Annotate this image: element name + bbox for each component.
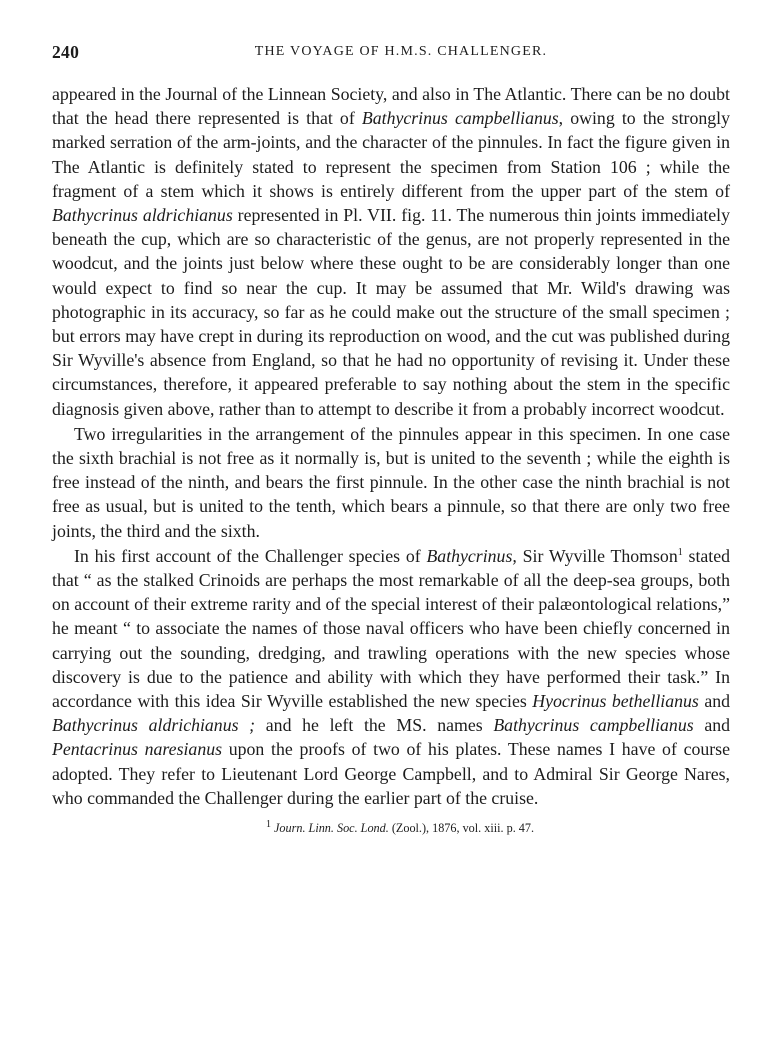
page-header (52, 42, 730, 66)
paragraph-3-text-a: In his first account of the Challenger species of (74, 545, 427, 566)
body-text (52, 82, 730, 810)
book-page (52, 42, 730, 836)
species-name: Bathycrinus campbellianus (493, 715, 694, 736)
paragraph-2: Two irregularities in the arrangement of the pinnules appear in this specimen. In one case the sixth brachial is not free as it normally is, but is united to the seventh ; while the eighth is free instead of the ninth, and bears the first pinnule. In the other case the ninth brachial is not free as usual, but is united to the tenth, which bears a pinnule, so that there are only two free joints, the third and the sixth. (52, 423, 730, 541)
paragraph-3 (52, 544, 730, 810)
species-name: Bathycrinus aldrichianus (52, 205, 233, 226)
paragraph-1 (52, 82, 730, 421)
genus-name: Bathycrinus, (426, 545, 517, 566)
paragraph-3-text-h: and he left the MS. names (255, 715, 494, 736)
species-name: Pentacrinus naresianus (52, 739, 223, 760)
footnote-citation: (Zool.), 1876, vol. xiii. p. 47. (388, 821, 535, 836)
paragraph-3-text-j: and (693, 715, 730, 736)
paragraph-3-text-c: Sir Wyville Thomson (516, 545, 678, 566)
page-number: 240 (52, 42, 80, 62)
species-name: Bathycrinus aldrichianus ; (52, 715, 256, 736)
paragraph-3-text-l: upon the proofs of two of his plates. These names I have of course adopted. They refer to Lieutenant Lord George Campbell, and to Admiral Sir George Nares, who commanded the Challenger during the earlier part of the cruise. (52, 739, 730, 808)
paragraph-3-text-d: stated that “ as the stalked Crinoids are perhaps the most remarkable of all the deep-sea groups, both on account of their extreme rarity and of the special interest of their palæontological relations,” he meant “ to associate the names of those naval officers who have been chiefly concerned in carrying out the sounding, dredging, and trawling operations with the new species whose discovery is due to the patience and ability with which they have performed their task.” In accordance with this idea Sir Wyville established the new species (52, 545, 730, 712)
paragraph-1-text-a: appeared in the Journal of the Linnean Society, and also in The Atlantic. There can be no doubt that the head there represented is that of (52, 84, 730, 129)
species-name: Hyocrinus bethellianus (532, 691, 699, 712)
footnote-journal: Journ. Linn. Soc. Lond. (274, 821, 389, 836)
footnote-reference[interactable]: 1 (677, 546, 683, 558)
running-title: THE VOYAGE OF H.M.S. CHALLENGER. (254, 44, 548, 59)
footnote-marker: 1 (265, 819, 271, 831)
footnote (52, 820, 730, 836)
paragraph-3-text-f: and (698, 691, 730, 712)
paragraph-1-text-c: , owing to the strongly marked serration of the arm-joints, and the character of the pinnules. In fact the figure given in The Atlantic is definitely stated to represent the specimen from Station 106 ; while the fragment of a stem which it shows is entirely different from the upper part of the stem of (52, 108, 730, 201)
paragraph-1-text-e: represented in Pl. VII. fig. 11. The numerous thin joints immediately beneath the cup, which are so characteristic of the genus, are not properly represented in the woodcut, and the joints just below where these ought to be are considerably longer than one would expect to find so near the cup. It may be assumed that Mr. Wild's drawing was photographic in its accuracy, so far as he could make out the structure of the small specimen ; but errors may have crept in during its reproduction on wood, and the cut was published during Sir Wyville's absence from England, so that he had no opportunity of revising it. Under these circumstances, therefore, it appeared preferable to say nothing about the stem in the specific diagnosis given above, rather than to attempt to describe it from a probably incorrect woodcut. (52, 205, 730, 419)
species-name: Bathycrinus campbellianus (361, 108, 559, 129)
